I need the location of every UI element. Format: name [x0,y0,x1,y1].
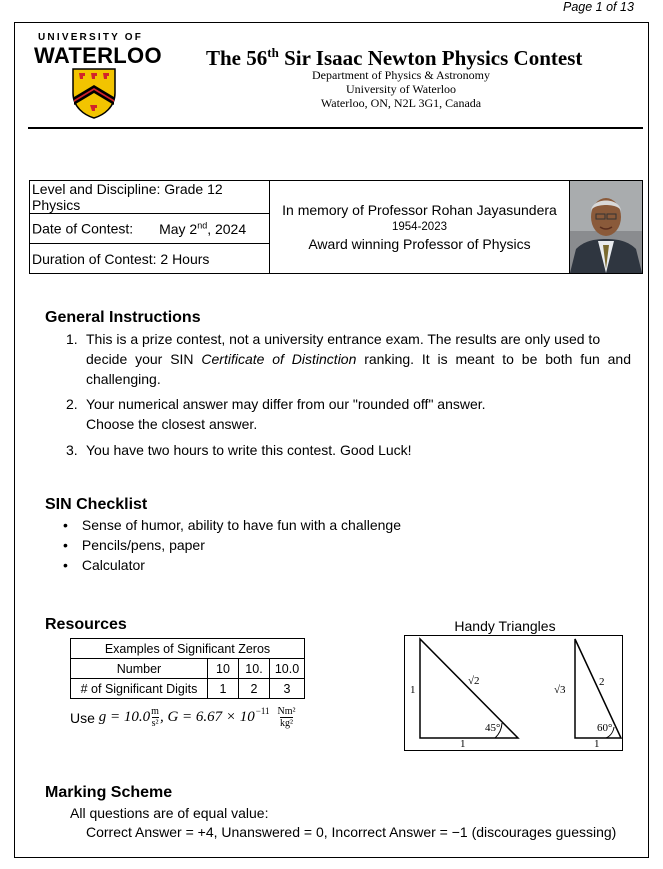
constants-formula: Use g = 10.0 m s² , G = 6.67 × 10 $^{-11}$ Nm² kg² [70,706,296,729]
university-line: University of Waterloo [345,82,457,96]
tri2-hyp-label: 2 [599,676,605,688]
triangles-diagram [404,635,623,751]
professor-photo [570,181,642,273]
duration-cell: Duration of Contest: 2 Hours [30,244,270,274]
tri2-bottom-label: 1 [594,738,600,750]
department-line: Department of Physics & Astronomy [312,68,490,82]
general-instructions-title: General Instructions [45,309,201,326]
tri1-angle-label: 45° [485,722,501,734]
memorial-line1: In memory of Professor Rohan Jayasundera [282,202,557,218]
tri2-left-label: √3 [554,684,566,696]
sig-cell: 10.0 [270,659,305,679]
resources-title: Resources [45,616,127,633]
university-logo-top: UNIVERSITY OF [38,32,144,43]
level-cell: Level and Discipline: Grade 12 Physics [30,181,270,214]
checklist-item: • Pencils/pens, paper [63,537,205,553]
instruction-item: 1. This is a prize contest, not a university entrance exam. The results are only used to decide your SIN Certificate of Distinction ranking. It is meant to be both fun and challenging. [66,331,631,387]
tri1-left-label: 1 [410,684,416,696]
memorial-line2: Award winning Professor of Physics [308,236,531,252]
triangle-45 [420,639,518,738]
tri1-hyp-label: √2 [468,675,480,687]
date-cell: Date of Contest: May 2nd, 2024 [30,214,270,244]
tri2-angle-label: 60° [597,722,613,734]
sig-cell: 1 [208,679,239,699]
marking-line2: Correct Answer = +4, Unanswered = 0, Incorrect Answer = −1 (discourages guessing) [86,824,617,840]
significant-zeros-table [70,638,305,699]
sig-cell: # of Significant Digits [71,679,208,699]
professor-photo-cell [570,181,643,274]
checklist-title: SIN Checklist [45,496,148,513]
memorial-cell [270,181,570,274]
memorial-years: 1954-2023 [392,221,447,233]
sig-table-caption: Examples of Significant Zeros [71,639,305,659]
sig-cell: 3 [270,679,305,699]
instruction-item: 3. You have two hours to write this contest. Good Luck! [66,442,412,458]
contest-info-table [29,180,643,274]
address-line: Waterloo, ON, N2L 3G1, Canada [320,96,482,110]
university-crest [71,67,117,119]
sig-cell: 10. [239,659,270,679]
checklist-item: • Sense of humor, ability to have fun with a challenge [63,517,401,533]
sig-cell: Number [71,659,208,679]
tri1-bottom-label: 1 [460,738,466,750]
instruction-item: 2. Your numerical answer may differ from our "rounded off" answer. Choose the closest answer. [66,396,486,432]
triangles-title: Handy Triangles [454,618,556,634]
sig-cell: 2 [239,679,270,699]
contest-title: The 56th Sir Isaac Newton Physics Contest [206,45,583,70]
university-logo-name: WATERLOO [34,43,162,68]
checklist-item: • Calculator [63,557,145,573]
marking-line1: All questions are of equal value: [70,805,269,821]
header-divider [28,127,643,129]
marking-title: Marking Scheme [45,784,173,801]
sig-cell: 10 [208,659,239,679]
page-number: Page 1 of 13 [563,0,634,14]
